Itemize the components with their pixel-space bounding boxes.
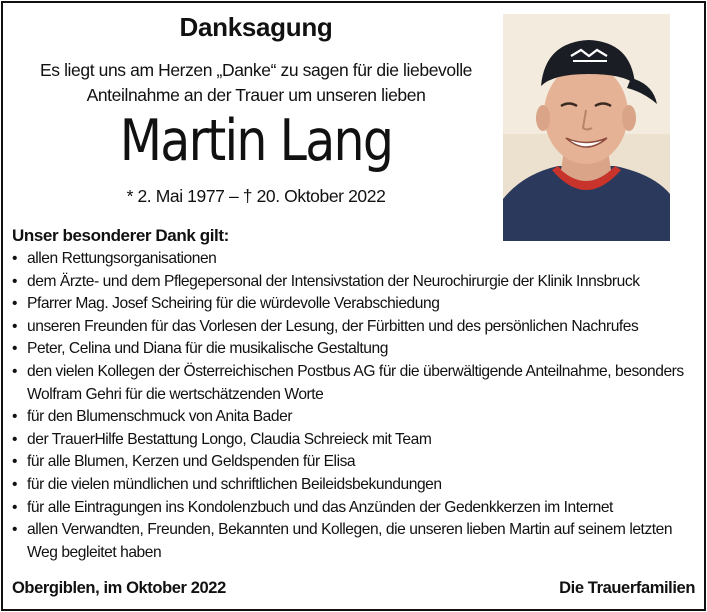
list-item	[12, 316, 696, 339]
thanks-list	[12, 248, 696, 564]
list-item	[12, 338, 696, 361]
bullet: •	[12, 475, 18, 493]
bullet: •	[12, 250, 18, 267]
bullet: •	[12, 295, 18, 313]
intro-text	[14, 58, 498, 108]
list-item-text: für die vielen mündlichen und schriftlichen Beileidsbekundungen	[27, 475, 442, 493]
list-item-text: der TrauerHilfe Bestattung Longo, Claudia Schreieck mit Team	[27, 430, 432, 448]
portrait-illustration	[503, 14, 670, 241]
intro-line-2: Anteilnahme an der Trauer um unseren lieben	[86, 85, 426, 105]
list-item	[12, 429, 696, 452]
list-item-text: allen Verwandten, Freunden, Bekannten und Kollegen, die unseren lieben Martin auf seinem letzten Weg begleitet haben	[27, 521, 673, 561]
life-dates: * 2. Mai 1977 – † 20. Oktober 2022	[126, 186, 386, 206]
list-item-text: den vielen Kollegen der Österreichischen Postbus AG für die überwältigende Anteilnahme, besonders Wolfram Gehri für die wertschätzenden Worte	[27, 362, 684, 403]
thanks-heading: Unser besonderer Dank gilt:	[12, 226, 229, 245]
portrait-photo	[503, 14, 670, 241]
list-item	[12, 497, 696, 520]
signature: Die Trauerfamilien	[559, 579, 695, 597]
bullet: •	[12, 498, 18, 516]
list-item	[12, 474, 696, 497]
bullet: •	[12, 521, 18, 539]
list-item-text: allen Rettungsorganisationen	[27, 250, 217, 267]
list-item-text: unseren Freunden für das Vorlesen der Lesung, der Fürbitten und des persönlichen Nachrufes	[27, 317, 639, 335]
bullet: •	[12, 430, 18, 448]
intro-line-1: Es liegt uns am Herzen „Danke“ zu sagen für die liebevolle	[39, 60, 473, 80]
list-item-text: für alle Eintragungen ins Kondolenzbuch und das Anzünden der Gedenkkerzen im Internet	[27, 498, 613, 516]
list-item	[12, 271, 696, 294]
list-item-text: für den Blumenschmuck von Anita Bader	[27, 408, 293, 426]
bullet: •	[12, 340, 18, 358]
bullet: •	[12, 272, 18, 290]
deceased-name: Martin Lang	[119, 108, 393, 174]
bullet: •	[12, 453, 18, 471]
place-date: Obergiblen, im Oktober 2022	[12, 579, 226, 597]
list-item	[12, 406, 696, 429]
list-item	[12, 248, 696, 271]
bullet: •	[12, 408, 18, 426]
list-item-text: Pfarrer Mag. Josef Scheiring für die würdevolle Verabschiedung	[27, 295, 440, 313]
list-item	[12, 361, 696, 406]
bullet: •	[12, 317, 18, 335]
list-item	[12, 519, 696, 564]
list-item-text: für alle Blumen, Kerzen und Geldspenden für Elisa	[27, 453, 356, 471]
list-item	[12, 293, 696, 316]
list-item-text: dem Ärzte- und dem Pflegepersonal der Intensivstation der Neurochirurgie der Klinik Innsbruck	[27, 272, 640, 290]
notice-title: Danksagung	[179, 12, 333, 42]
list-item	[12, 451, 696, 474]
list-item-text: Peter, Celina und Diana für die musikalische Gestaltung	[27, 340, 388, 358]
bullet: •	[12, 362, 18, 380]
